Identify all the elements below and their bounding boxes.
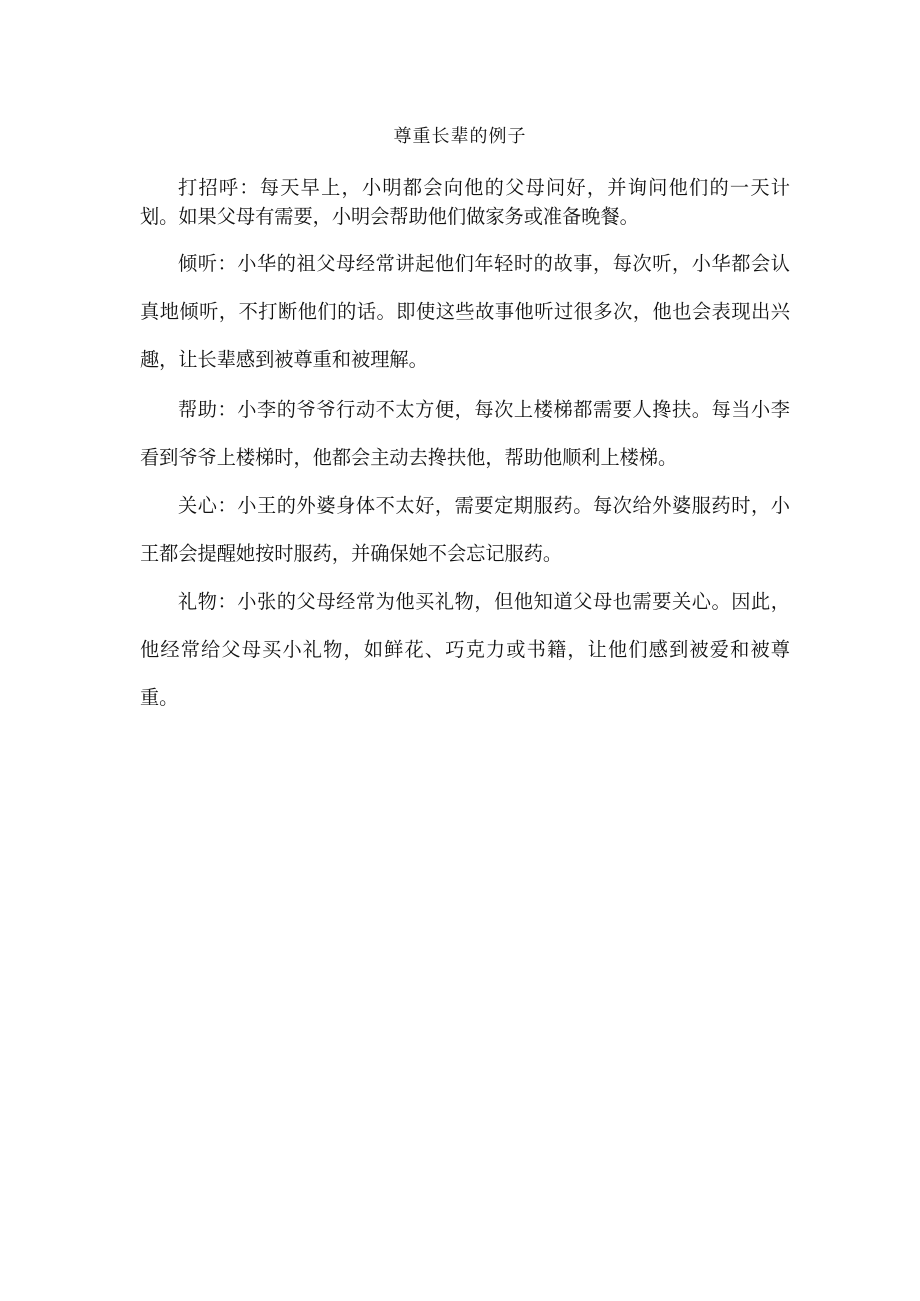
paragraph-listening: 倾听：小华的祖父母经常讲起他们年轻时的故事，每次听，小华都会认真地倾听，不打断他们的话。即使这些故事他听过很多次，他也会表现出兴趣，让长辈感到被尊重和被理解。 xyxy=(140,252,790,371)
paragraph-helping: 帮助：小李的爷爷行动不太方便，每次上楼梯都需要人搀扶。每当小李看到爷爷上楼梯时，他都会主动去搀扶他，帮助他顺利上楼梯。 xyxy=(140,398,790,469)
paragraph-greeting: 打招呼：每天早上，小明都会向他的父母问好，并询问他们的一天计划。如果父母有需要，小明会帮助他们做家务或准备晚餐。 xyxy=(140,176,790,228)
paragraph-caring: 关心：小王的外婆身体不太好，需要定期服药。每次给外婆服药时，小王都会提醒她按时服药，并确保她不会忘记服药。 xyxy=(140,494,790,565)
paragraph-gifts: 礼物：小张的父母经常为他买礼物，但他知道父母也需要关心。因此，他经常给父母买小礼物，如鲜花、巧克力或书籍，让他们感到被爱和被尊重。 xyxy=(140,590,790,709)
document-title: 尊重长辈的例子 xyxy=(393,126,527,147)
